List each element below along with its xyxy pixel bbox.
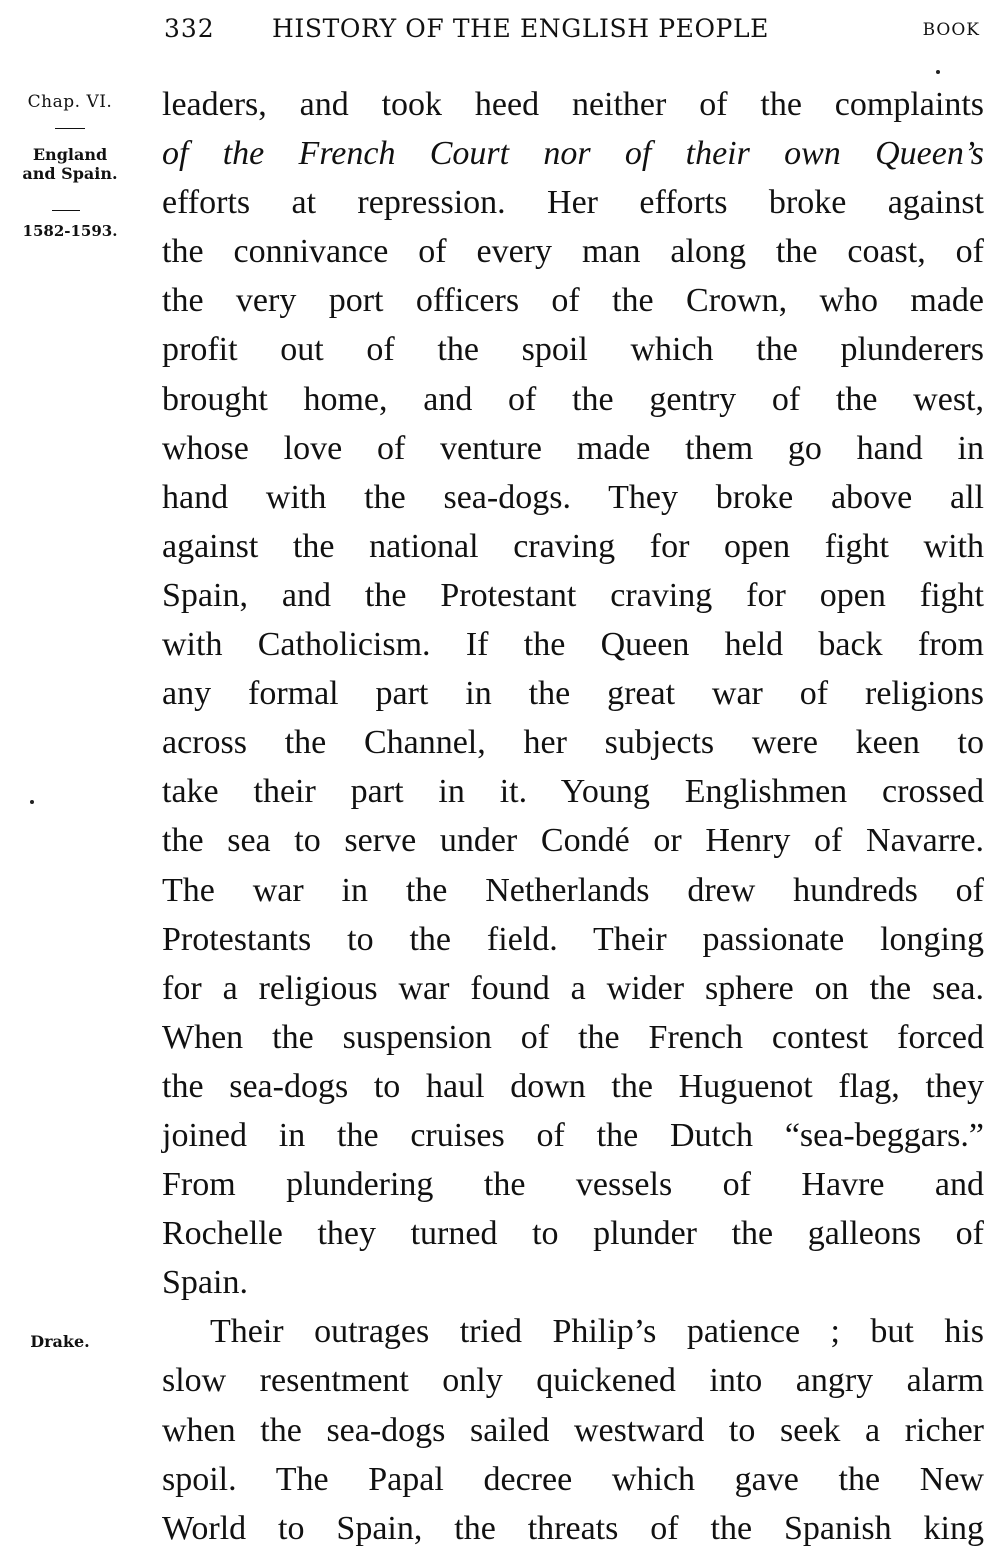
- text-line: take their part in it. Young Englishmen crossed: [162, 773, 984, 811]
- text-line: the sea-dogs to haul down the Huguenot flag, they: [162, 1067, 984, 1105]
- stray-ink-mark: [936, 70, 940, 74]
- running-head: [162, 14, 984, 54]
- text-line: when the sea-dogs sailed westward to seek a richer: [162, 1411, 984, 1449]
- margin-rule: [55, 128, 85, 129]
- running-title: HISTORY OF THE ENGLISH PEOPLE: [272, 14, 770, 43]
- text-line: across the Channel, her subjects were keen to: [162, 724, 984, 762]
- drake-sidenote: Drake.: [30, 1332, 90, 1351]
- book-label: BOOK: [922, 20, 980, 40]
- text-line: the very port officers of the Crown, who made: [162, 282, 984, 320]
- text-line: From plundering the vessels of Havre and: [162, 1166, 984, 1204]
- text-line: When the suspension of the French contest forced: [162, 1018, 984, 1056]
- text-line: against the national craving for open fight with: [162, 527, 984, 565]
- text-line: Spain.: [162, 1264, 248, 1302]
- topic-label: [0, 145, 140, 183]
- chapter-label: Chap. VI.: [27, 92, 113, 112]
- text-line: for a religious war found a wider sphere on the sea.: [162, 969, 984, 1007]
- page-number: 332: [164, 14, 215, 43]
- text-line: hand with the sea-dogs. They broke above all: [162, 478, 984, 516]
- text-line: slow resentment only quickened into angry alarm: [162, 1362, 984, 1400]
- date-range-label: 1582-1593.: [22, 222, 118, 240]
- body-text: [162, 80, 984, 1553]
- paragraph-2: [162, 1307, 984, 1552]
- text-line: of the French Court nor of their own Queen’s: [162, 135, 984, 173]
- text-line: brought home, and of the gentry of the west,: [162, 380, 984, 418]
- text-line: any formal part in the great war of religions: [162, 675, 984, 713]
- text-line: whose love of venture made them go hand in: [162, 429, 984, 467]
- text-line: joined in the cruises of the Dutch “sea-beggars.”: [162, 1116, 984, 1154]
- topic-label-line: England: [32, 145, 108, 164]
- text-line: spoil. The Papal decree which gave the New: [162, 1460, 984, 1498]
- text-line: The war in the Netherlands drew hundreds of: [162, 871, 984, 909]
- text-line: Protestants to the field. Their passionate longing: [162, 920, 984, 958]
- text-line: profit out of the spoil which the plunderers: [162, 331, 984, 369]
- stray-ink-mark: [30, 800, 34, 804]
- text-line: the sea to serve under Condé or Henry of Navarre.: [162, 822, 984, 860]
- text-line: World to Spain, the threats of the Spanish king: [162, 1509, 984, 1547]
- topic-label-line: and Spain.: [22, 164, 118, 183]
- text-line: Spain, and the Protestant craving for open fight: [162, 576, 984, 614]
- text-line: with Catholicism. If the Queen held back from: [162, 626, 984, 664]
- text-line: the connivance of every man along the coast, of: [162, 233, 984, 271]
- margin-rule: [52, 210, 80, 211]
- text-line: Their outrages tried Philip’s patience ; but his: [210, 1313, 984, 1351]
- text-line: leaders, and took heed neither of the complaints: [162, 86, 984, 123]
- text-line: Rochelle they turned to plunder the galleons of: [162, 1215, 984, 1253]
- paragraph-1: [162, 80, 984, 1307]
- text-line: efforts at repression. Her efforts broke against: [162, 184, 984, 222]
